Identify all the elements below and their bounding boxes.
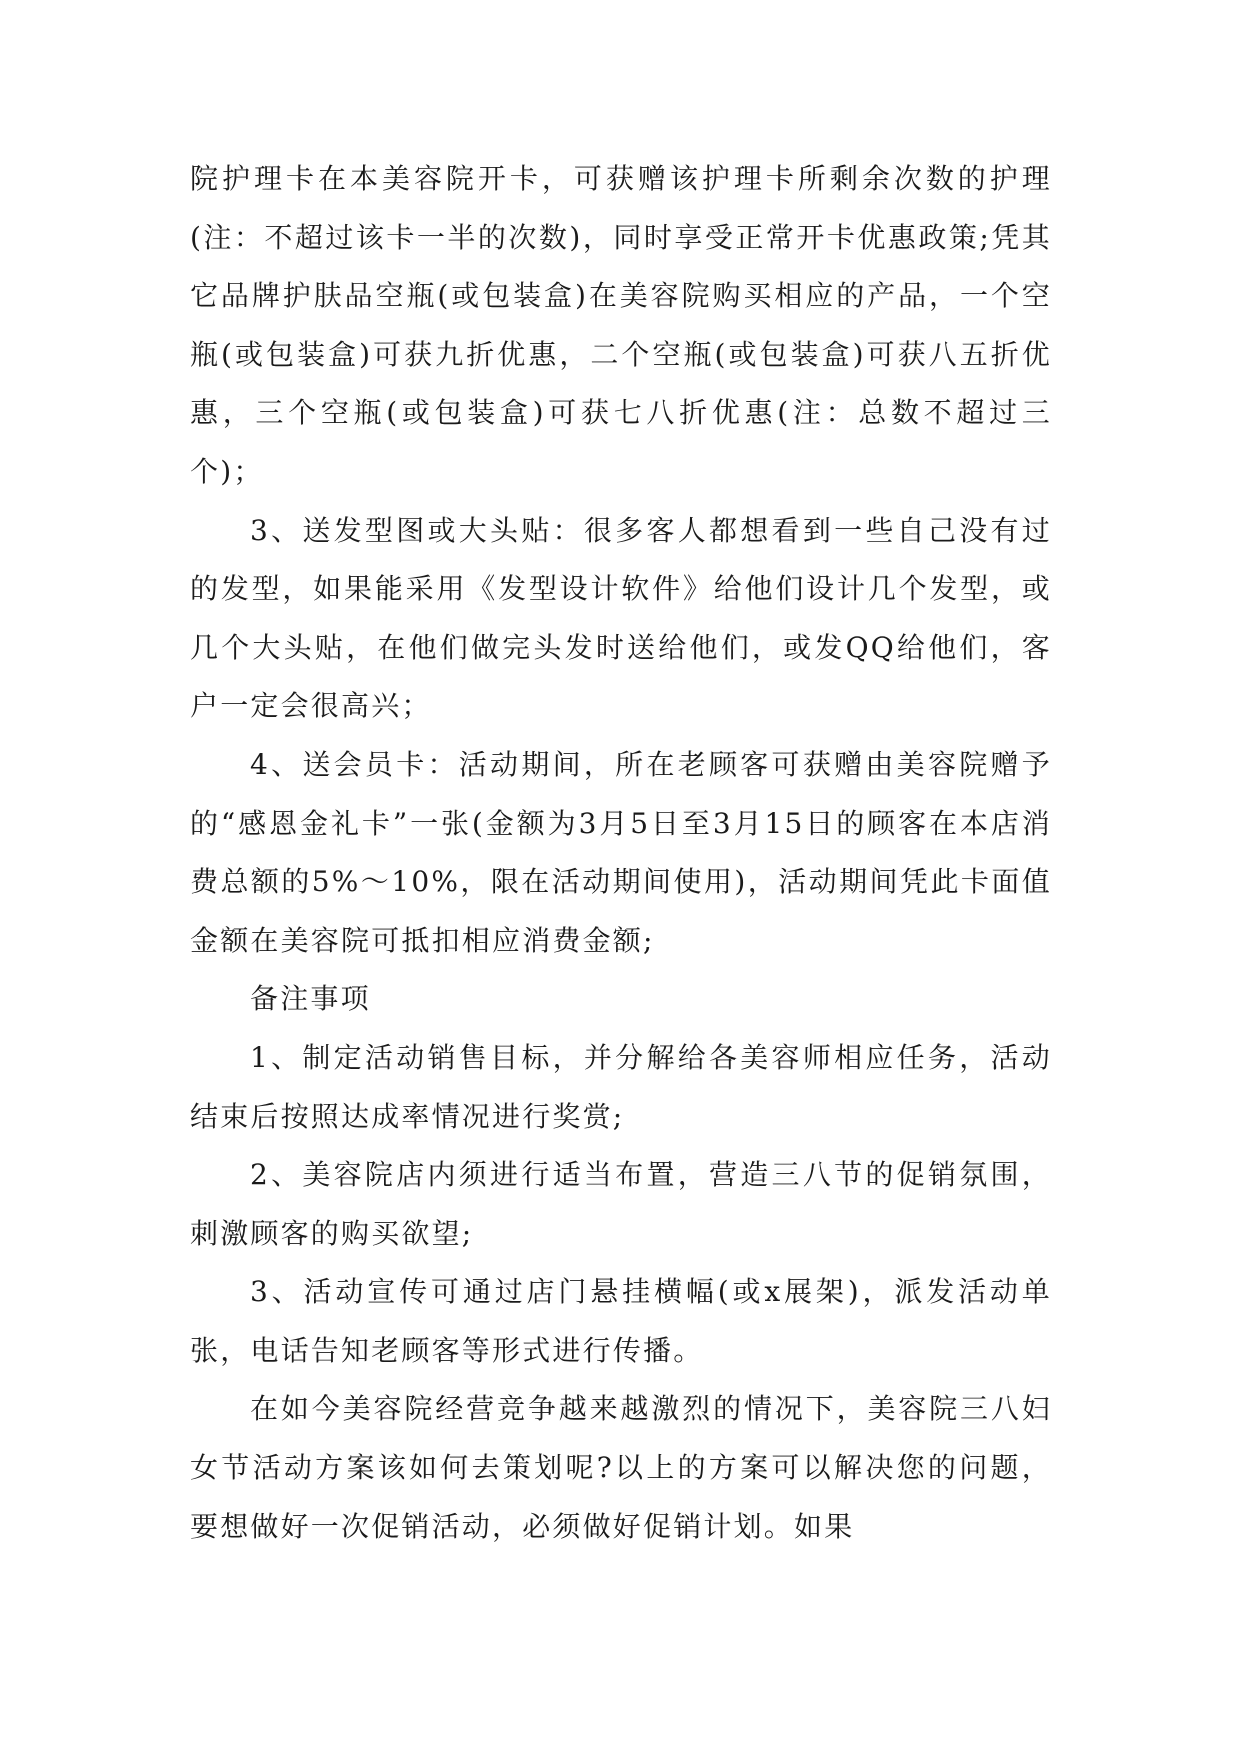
paragraph-hairstyle-gift: 3、送发型图或大头贴：很多客人都想看到一些自己没有过的发型，如果能采用《发型设计软件》给他们设计几个发型，或几个大头贴，在他们做完头发时送给他们，或发QQ给他们，客户一定会很高兴；: [190, 513, 1052, 723]
paragraph-conclusion: 在如今美容院经营竞争越来越激烈的情况下，美容院三八妇女节活动方案该如何去策划呢?以上的方案可以解决您的问题，要想做好一次促销活动，必须做好促销计划。如果: [190, 1392, 1052, 1543]
paragraph-note-3: 3、活动宣传可通过店门悬挂横幅(或x展架)，派发活动单张，电话告知老顾客等形式进行传播。: [190, 1275, 1052, 1367]
paragraph-note-2: 2、美容院店内须进行适当布置，营造三八节的促销氛围，刺激顾客的购买欲望;: [190, 1158, 1052, 1250]
paragraph-member-card: 4、送会员卡：活动期间，所在老顾客可获赠由美容院赠予的“感恩金礼卡”一张(金额为3月5日至3月15日的顾客在本店消费总额的5%～10%，限在活动期间使用)，活动期间凭此卡面值金额在美容院可抵扣相应消费金额;: [190, 747, 1052, 957]
paragraph-note-1: 1、制定活动销售目标，并分解给各美容师相应任务，活动结束后按照达成率情况进行奖赏;: [190, 1040, 1052, 1133]
paragraph-card-transfer: 院护理卡在本美容院开卡，可获赠该护理卡所剩余次数的护理(注：不超过该卡一半的次数)，同时享受正常开卡优惠政策;凭其它品牌护肤品空瓶(或包装盒)在美容院购买相应的产品，一个空瓶(或包装盒)可获九折优惠，二个空瓶(或包装盒)可获八五折优惠，三个空瓶(或包装盒)可获七八折优惠(注：总数不超过三个)；: [190, 162, 1052, 488]
section-heading-notes: 备注事项: [250, 982, 371, 1016]
document-body: [190, 150, 1052, 1556]
